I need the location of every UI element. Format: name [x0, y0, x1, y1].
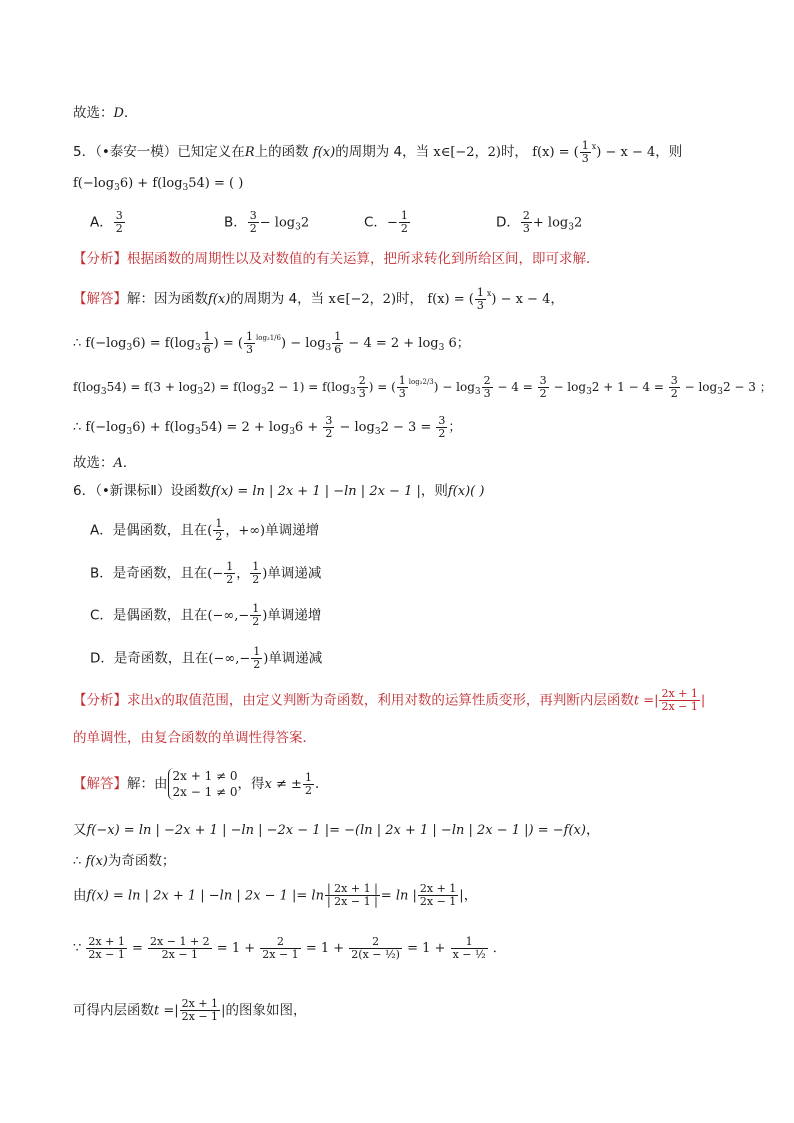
numerator: 2x + 1 [88, 935, 125, 948]
fraction [659, 688, 699, 713]
numerator: 1 [398, 374, 406, 387]
fraction [250, 603, 261, 628]
math: ) = ( [368, 380, 396, 394]
math: x [154, 693, 162, 709]
numerator: 2x − 1 + 2 [150, 935, 210, 948]
subscript: 3 [474, 387, 481, 397]
math: x∈[−2，2) [328, 292, 397, 307]
solution-6-odd-conclusion [73, 851, 175, 872]
analysis-text: 根据函数的周期性以及对数值的有关运算，把所求转化到所给区间，即可求解． [127, 251, 600, 267]
math: − log [259, 215, 296, 231]
numerator: 3 [670, 374, 678, 387]
denominator: 3 [245, 343, 253, 356]
math: f(x) = ( [427, 292, 474, 307]
solution-5-step-3 [73, 415, 461, 442]
fraction [224, 561, 235, 586]
answer-value: D [113, 106, 124, 121]
fraction [86, 936, 126, 961]
subscript: 3 [126, 343, 133, 353]
text: B．是奇函数，且在 [90, 565, 208, 582]
math: 2) = f(log [203, 380, 262, 394]
math: ) − x − 4 [491, 292, 551, 307]
solution-5-step-2 [73, 372, 772, 402]
subscript: 3 [197, 387, 204, 397]
fraction [399, 210, 410, 235]
condition: 2x − 1 ≠ 0 [172, 785, 238, 799]
denominator: 2x − 1 [161, 948, 199, 961]
math: ) = ( [213, 336, 243, 351]
fraction [323, 415, 334, 440]
fraction [397, 375, 408, 400]
math: 6) + f(log [132, 420, 195, 435]
text: ， [585, 822, 600, 838]
math: f(x) [85, 854, 108, 869]
math: ，+∞) [225, 523, 266, 539]
math: + log [532, 215, 569, 231]
answer-label: 故选： [73, 455, 114, 471]
answer-line-4: 故选：D． [73, 105, 138, 121]
question-number: 6． [73, 483, 96, 499]
math: f(−x) = ln | −2x + 1 | −ln | −2x − 1 |= −(ln | 2x + 1 | −ln | 2x − 1 |) = −f(x) [86, 823, 586, 838]
fraction [451, 936, 488, 961]
numerator: 3 [115, 209, 123, 222]
subscript: 3 [182, 183, 189, 193]
math: = 1 + [407, 941, 446, 956]
math: ∵ [73, 941, 82, 956]
text: 单调递增 [267, 607, 322, 624]
math: 2 − 3 ； [722, 380, 772, 394]
numerator: 1 [252, 560, 260, 573]
numerator: 1 [581, 139, 589, 152]
fraction [251, 646, 262, 671]
denominator: 2x − 1 [181, 1010, 219, 1023]
denominator: 2x − 1 [419, 895, 457, 908]
numerator: 1 [226, 560, 234, 573]
fraction [244, 331, 255, 356]
math: ． [492, 941, 506, 956]
analysis-5 [73, 249, 600, 269]
numerator: 1 [304, 770, 312, 784]
math: 6) = f(log [132, 336, 195, 351]
math: ) [262, 608, 268, 624]
fraction [148, 936, 212, 961]
text: 的周期为 4，当 [230, 291, 325, 307]
math: − log [335, 420, 375, 435]
subscript: 3 [374, 427, 381, 437]
math: f(−log [73, 176, 115, 191]
subscript: 3 [100, 387, 107, 397]
denominator: 2 [670, 387, 678, 400]
denominator: 2 [215, 530, 223, 543]
denominator: 2 [400, 222, 408, 235]
math: | [221, 1003, 226, 1019]
math: − log [680, 380, 718, 394]
numerator: 3 [438, 414, 446, 427]
fraction [669, 375, 680, 400]
option-label: B． [224, 214, 247, 231]
math: f(x) [208, 292, 231, 307]
text: ， [463, 887, 478, 904]
text: ，得 [237, 776, 265, 792]
denominator: 2(x − ½) [351, 948, 400, 961]
numerator: 2 [483, 374, 491, 387]
math: ) − x − 4 [596, 145, 656, 160]
option-6-d [90, 646, 322, 671]
option-5-c [364, 210, 411, 235]
answer-line-5: 故选：A． [73, 455, 137, 471]
subscript: 3 [586, 387, 592, 397]
text: ，则 [655, 144, 683, 160]
denominator: 3 [398, 387, 406, 400]
math: f(x) = ln | 2x + 1 | −ln | 2x − 1 | [210, 484, 421, 499]
denominator: 3 [483, 387, 491, 400]
option-6-b [90, 561, 321, 586]
math: 6 + [294, 420, 323, 435]
math: = 1 + [216, 941, 256, 956]
denominator: 2x − 1 [88, 948, 125, 961]
question-6-stem [73, 481, 484, 502]
text: 的周期为 4，当 [335, 144, 430, 160]
text: 为奇函数； [107, 853, 176, 869]
denominator: | 2x − 1 | [326, 895, 378, 908]
denominator: 3 [581, 152, 589, 165]
subscript: 3 [349, 387, 356, 397]
numerator: 2x + 1 [661, 687, 698, 700]
math: ( [207, 523, 213, 539]
subscript: 3 [717, 387, 723, 397]
option-5-d [496, 210, 582, 238]
math: f(x) [312, 145, 336, 160]
text: C．是偶函数，且在 [90, 607, 208, 624]
subscript: 3 [295, 222, 301, 233]
subscript: 3 [261, 387, 267, 397]
denominator: x − ½ [452, 948, 486, 961]
option-6-c [90, 603, 321, 628]
subscript: 3 [126, 427, 133, 437]
fraction [213, 518, 224, 543]
math: − 4 = 2 + log [344, 336, 439, 351]
math: t =| [633, 693, 659, 709]
text: 时， [396, 291, 424, 307]
numerator: 3 [325, 414, 333, 427]
math: f(x)( ) [447, 484, 485, 499]
math: ) [262, 566, 268, 582]
fraction [303, 772, 314, 797]
math: 2 − 3 = [380, 420, 436, 435]
subscript: 3 [194, 343, 201, 353]
solution-6-graph-note [73, 998, 306, 1023]
fraction [521, 210, 532, 235]
exponent: x [591, 142, 597, 151]
math: 6； [444, 336, 470, 351]
fraction [580, 140, 591, 165]
math: − 4 = [493, 380, 537, 394]
denominator: 2x − 1 [661, 700, 698, 713]
fraction [248, 210, 259, 235]
condition: 2x + 1 ≠ 0 [172, 769, 238, 783]
numerator: 1 [203, 330, 211, 343]
analysis-tag: 【分析】 [73, 251, 127, 267]
question-5-stem [73, 137, 682, 165]
answer-value: A [113, 456, 123, 471]
numerator: 2 [349, 936, 402, 949]
analysis-6-cont [73, 728, 316, 748]
text: 上的函数 [254, 144, 309, 160]
math: ∴ f(−log [73, 420, 127, 435]
text: ． [314, 776, 329, 792]
denominator: 2 [249, 222, 257, 235]
math: − [386, 215, 398, 231]
text: 的单调性，由复合函数的单调性得答案． [73, 730, 316, 746]
analysis-6 [73, 688, 705, 713]
question-5-ask [73, 174, 243, 198]
numerator: 1 [245, 330, 253, 343]
math: 2 − 1) = f(log [266, 380, 350, 394]
math: (−∞,− [207, 608, 250, 624]
fraction [475, 287, 486, 312]
numerator: 1 [400, 209, 408, 222]
math: (− [207, 566, 224, 582]
text: ，则 [420, 483, 448, 499]
exponent: log₃1/6 [255, 334, 281, 342]
fraction [538, 375, 549, 400]
math: x ≠ ± [264, 777, 302, 792]
solution-6-transform [73, 883, 477, 908]
math: ) − log [281, 336, 326, 351]
math: x∈[−2，2) [433, 145, 501, 160]
solution-5-intro [73, 284, 564, 312]
math: 6) + f(log [119, 176, 183, 191]
text: ， [550, 291, 564, 307]
option-5-a [90, 210, 126, 235]
denominator: 2 [253, 658, 261, 671]
text: 又 [73, 822, 87, 838]
fraction [482, 375, 493, 400]
exponent: log₃2/3 [408, 378, 434, 386]
analysis-tag: 【分析】 [73, 692, 127, 709]
math: ∴ f(−log [73, 336, 127, 351]
fraction [349, 936, 402, 961]
denominator: 6 [203, 343, 211, 356]
math: 2 [573, 215, 583, 231]
solution-tag: 【解答】 [73, 776, 127, 792]
math: t =| [154, 1003, 179, 1019]
fraction [114, 210, 125, 235]
text: 单调递减 [267, 565, 322, 582]
subscript: 3 [114, 183, 120, 193]
question-source: （•泰安一模） [95, 144, 178, 160]
solution-5-step-1 [73, 328, 470, 358]
numerator: 3 [249, 209, 257, 222]
denominator: 2 [304, 783, 312, 797]
math: (−∞,− [208, 651, 251, 667]
math: f(log [73, 380, 101, 394]
text: 可得内层函数 [73, 1002, 154, 1019]
text: 时， [500, 144, 528, 160]
math: = ln | [380, 888, 417, 904]
denominator: 2 [226, 573, 234, 586]
text: 由 [73, 887, 87, 904]
text: 单调递增 [265, 522, 320, 539]
text: 单调递减 [268, 650, 323, 667]
question-number: 5． [73, 144, 96, 160]
math: 2 [300, 215, 310, 231]
numerator: 3 [539, 374, 547, 387]
fraction [332, 331, 343, 356]
subscript: 3 [194, 427, 201, 437]
fraction [202, 331, 213, 356]
math-formula [532, 139, 656, 165]
fraction [180, 998, 220, 1023]
solution-tag: 【解答】 [73, 291, 127, 307]
denominator: 3 [522, 222, 530, 235]
math: | [700, 693, 706, 709]
math: − log [549, 380, 587, 394]
option-6-a [90, 518, 319, 543]
exponent: x [486, 289, 492, 298]
text: D．是奇函数，且在 [90, 650, 209, 667]
denominator: 2 [252, 615, 260, 628]
fraction [357, 375, 368, 400]
solution-6-intro [73, 768, 328, 800]
denominator: 2x − 1 [262, 948, 299, 961]
subscript: 3 [289, 427, 295, 437]
denominator: 2 [325, 427, 333, 440]
math: f(x) = ln | 2x + 1 | −ln | 2x − 1 |= ln [86, 888, 324, 904]
text: 的图象如图， [225, 1002, 307, 1019]
math: f(x) = ( [532, 145, 579, 160]
numerator: 1 [252, 602, 260, 615]
denominator: 2 [252, 573, 260, 586]
math: 54) = f(3 + log [106, 380, 198, 394]
subscript: 3 [568, 222, 574, 233]
denominator: 3 [358, 387, 366, 400]
numerator: 1 [451, 936, 488, 949]
numerator: | 2x + 1 | [326, 882, 378, 895]
numerator: 1 [476, 286, 484, 299]
math: ； [448, 420, 462, 435]
option-label: D． [496, 214, 520, 231]
fraction [250, 561, 261, 586]
numerator: 1 [253, 645, 261, 658]
numerator: 2 [260, 936, 300, 949]
denominator: 2 [438, 427, 446, 440]
text: 解：由 [127, 776, 168, 792]
subscript: 3 [438, 343, 445, 353]
system-brace [168, 768, 238, 800]
option-label: C． [364, 214, 387, 231]
math: ∴ [73, 854, 82, 869]
fraction [418, 883, 458, 908]
option-label: A． [90, 214, 113, 231]
numerator: 2 [522, 209, 530, 222]
fraction [260, 936, 300, 961]
math: = 1 + [305, 941, 345, 956]
math: ， [236, 566, 250, 582]
fraction [436, 415, 447, 440]
math: = [131, 941, 143, 956]
math: ) [263, 651, 269, 667]
solution-6-odd-check [73, 820, 599, 841]
math: ) − log [433, 380, 475, 394]
text: 解：因为函数 [127, 291, 208, 307]
numerator: 1 [215, 517, 223, 530]
math: 54) = ( ) [188, 176, 244, 191]
numerator: 2x + 1 [181, 997, 219, 1010]
denominator: 2 [115, 222, 123, 235]
math: 2 + 1 − 4 = [591, 380, 668, 394]
numerator: 1 [334, 330, 342, 343]
math: R [244, 145, 255, 160]
numerator: 2x + 1 [419, 882, 457, 895]
solution-6-simplify [73, 936, 506, 961]
text: 已知定义在 [177, 144, 245, 160]
numerator: 2 [358, 374, 366, 387]
denominator: 6 [334, 343, 342, 356]
text: 求出 [127, 692, 154, 709]
math: | [459, 888, 464, 904]
fraction [325, 883, 380, 908]
denominator: 3 [476, 299, 484, 312]
denominator: 2 [539, 387, 547, 400]
text: 设函数 [170, 483, 211, 499]
text: A．是偶函数，且在 [90, 522, 208, 539]
math: 54) = 2 + log [200, 420, 290, 435]
question-source: （•新课标Ⅱ） [95, 483, 171, 499]
subscript: 3 [325, 343, 332, 353]
text: 的取值范围，由定义判断为奇函数，利用对数的运算性质变形，再判断内层函数 [161, 692, 634, 709]
option-5-b [224, 210, 309, 238]
answer-label: 故选： [73, 105, 114, 121]
